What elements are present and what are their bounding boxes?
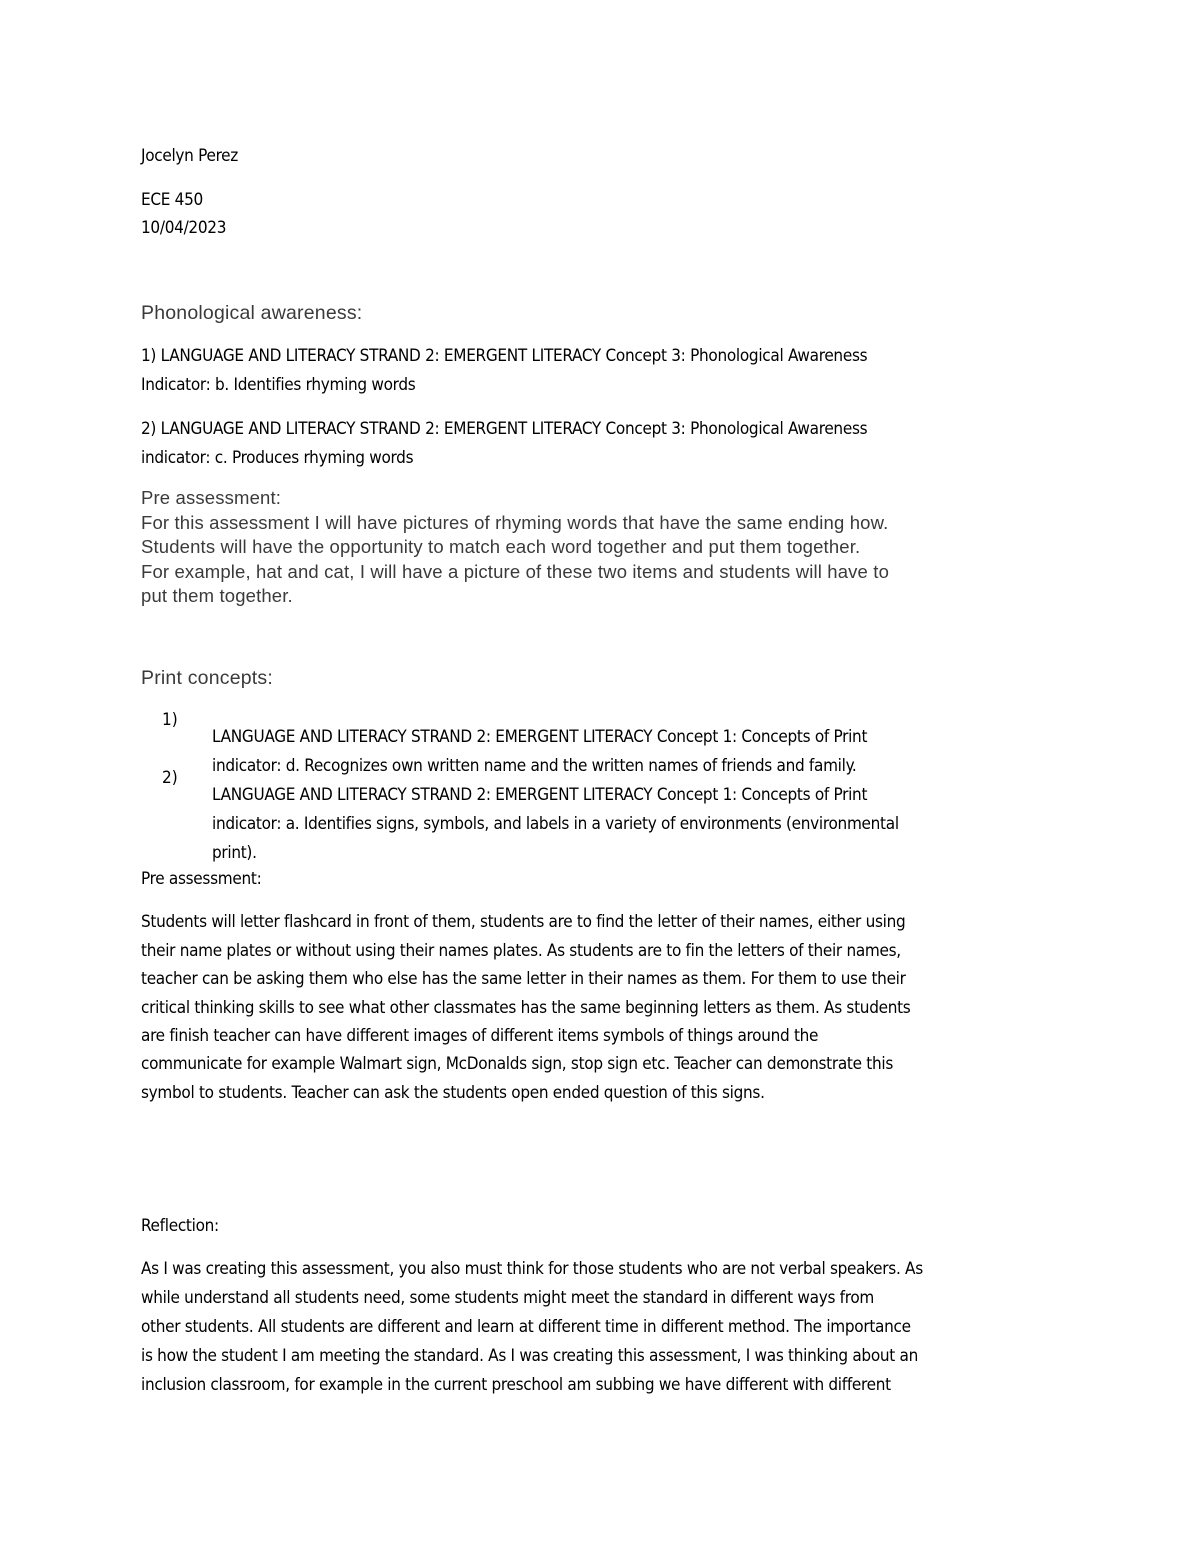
- print-pre-line: critical thinking skills to see what other classmates has the same beginning letters as them. As students: [141, 998, 911, 1018]
- print-pre-heading: Pre assessment:: [141, 869, 262, 889]
- print-item-2-line-3: print).: [212, 843, 257, 863]
- reflection-line: As I was creating this assessment, you also must think for those students who are not verbal speakers. As: [141, 1259, 923, 1279]
- phonological-pre-heading: Pre assessment:: [141, 487, 282, 508]
- reflection-heading: Reflection:: [141, 1216, 219, 1236]
- print-heading: Print concepts:: [141, 667, 273, 689]
- print-item-2-line-1: LANGUAGE AND LITERACY STRAND 2: EMERGENT LITERACY Concept 1: Concepts of Print: [212, 785, 868, 805]
- phonological-item-2-line-1: 2) LANGUAGE AND LITERACY STRAND 2: EMERGENT LITERACY Concept 3: Phonological Awareness: [141, 419, 868, 439]
- phonological-pre-line: put them together.: [141, 585, 293, 606]
- reflection-line: while understand all students need, some students might meet the standard in different ways from: [141, 1288, 875, 1308]
- phonological-heading: Phonological awareness:: [141, 302, 363, 324]
- print-pre-line: are finish teacher can have different images of different items symbols of things around the: [141, 1026, 819, 1046]
- print-pre-line: communicate for example Walmart sign, McDonalds sign, stop sign etc. Teacher can demonstrate this: [141, 1054, 893, 1074]
- phonological-item-1-line-2: Indicator: b. Identifies rhyming words: [141, 375, 416, 395]
- document-date: 10/04/2023: [141, 218, 227, 238]
- phonological-item-1-line-1: 1) LANGUAGE AND LITERACY STRAND 2: EMERGENT LITERACY Concept 3: Phonological Awareness: [141, 346, 868, 366]
- print-item-1-line-1: LANGUAGE AND LITERACY STRAND 2: EMERGENT LITERACY Concept 1: Concepts of Print: [212, 727, 868, 747]
- list-number: 1): [162, 710, 178, 730]
- course-code: ECE 450: [141, 190, 203, 210]
- reflection-line: is how the student I am meeting the standard. As I was creating this assessment, I was thinking about an: [141, 1346, 918, 1366]
- print-pre-line: Students will letter flashcard in front of them, students are to find the letter of their names, either using: [141, 912, 906, 932]
- author-name: Jocelyn Perez: [141, 146, 239, 166]
- print-item-2-line-2: indicator: a. Identifies signs, symbols, and labels in a variety of environments (environmental: [212, 814, 899, 834]
- reflection-line: other students. All students are different and learn at different time in different method. The importance: [141, 1317, 911, 1337]
- print-pre-line: teacher can be asking them who else has the same letter in their names as them. For them to use their: [141, 969, 906, 989]
- print-pre-line: symbol to students. Teacher can ask the students open ended question of this signs.: [141, 1083, 765, 1103]
- print-pre-line: their name plates or without using their names plates. As students are to fin the letters of their names,: [141, 941, 901, 961]
- phonological-item-2-line-2: indicator: c. Produces rhyming words: [141, 448, 414, 468]
- phonological-pre-line: Students will have the opportunity to match each word together and put them together.: [141, 536, 861, 557]
- phonological-pre-line: For example, hat and cat, I will have a picture of these two items and students will have to: [141, 561, 890, 582]
- print-item-1-line-2: indicator: d. Recognizes own written name and the written names of friends and family.: [212, 756, 857, 776]
- phonological-pre-line: For this assessment I will have pictures of rhyming words that have the same ending how.: [141, 512, 889, 533]
- reflection-line: inclusion classroom, for example in the current preschool am subbing we have different with different: [141, 1375, 891, 1395]
- list-number: 2): [162, 768, 178, 788]
